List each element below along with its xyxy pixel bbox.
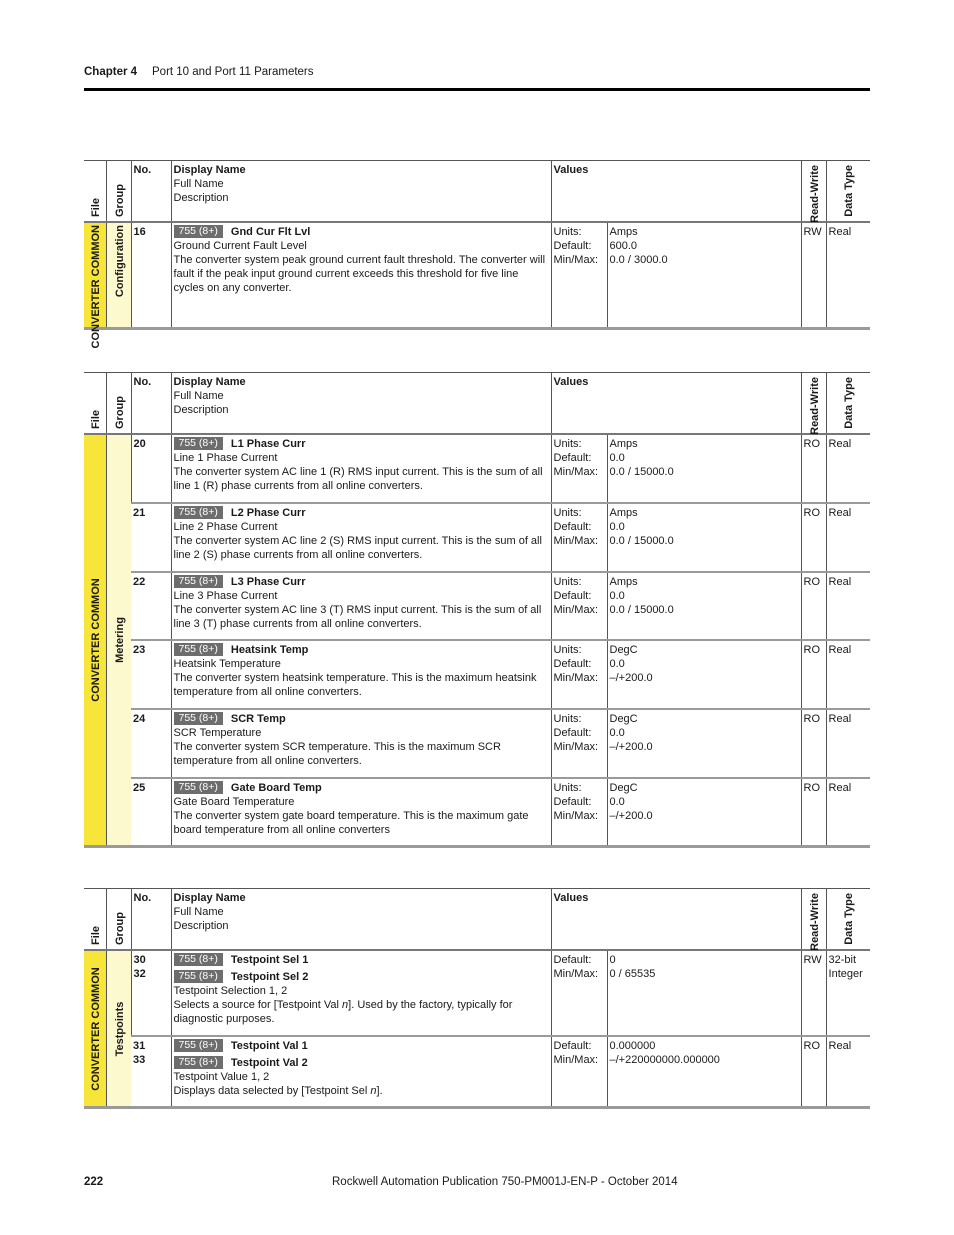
value: 0.0 [609, 795, 625, 808]
value-label: Units: [553, 781, 582, 794]
column-full-name: Full Name [173, 906, 224, 918]
port-badge: 755 (8+) [174, 1056, 223, 1069]
value: 0.0 [609, 520, 625, 533]
description: The converter system heatsink temperature. This is the maximum heatsink temperature from all online converters. [173, 672, 537, 699]
description: Selects a source for [Testpoint Val n]. Used by the factory, typically for diagnostic purposes. [173, 999, 513, 1025]
column-no: No. [133, 164, 152, 176]
value-label: Default: [553, 452, 592, 464]
value: –/+200.0 [609, 672, 653, 685]
data-type-value: Integer [828, 968, 863, 980]
column-group: Group [113, 396, 126, 429]
page-number: 222 [84, 1176, 104, 1188]
param-number: 21 [133, 506, 146, 519]
display-name: L2 Phase Curr [230, 506, 306, 519]
data-type-value: Real [828, 713, 852, 725]
value: 0.0 / 15000.0 [609, 534, 674, 547]
column-read-write: Read-Write [808, 165, 821, 223]
table-row [84, 1036, 870, 1107]
full-name: Testpoint Value 1, 2 [173, 1071, 270, 1084]
description: The converter system peak ground current fault threshold. The converter will fault if the peak input ground current exceeds this threshold for five line cycles on any converter. [173, 254, 546, 294]
table-header-row [84, 889, 870, 951]
value-label: Min/Max: [553, 603, 599, 616]
description: The converter system AC line 1 (R) RMS input current. This is the sum of all line 1 (R) phase currents from all online converters. [173, 466, 543, 492]
data-type-value: Real [828, 438, 852, 450]
column-display-name: Display Name [173, 892, 246, 904]
description: The converter system AC line 3 (T) RMS input current. This is the sum of all line 3 (T) phase currents from all online converters. [173, 603, 542, 630]
data-type-value: Real [828, 781, 852, 794]
column-display-name: Display Name [173, 376, 246, 388]
display-name: Gate Board Temp [230, 781, 322, 794]
column-full-name: Full Name [173, 390, 224, 402]
group-label: Configuration [113, 225, 126, 298]
data-type-value: Real [828, 575, 852, 588]
port-badge: 755 (8+) [174, 953, 223, 966]
port-badge: 755 (8+) [174, 1039, 223, 1052]
value: 0.0 / 3000.0 [609, 254, 668, 266]
column-values: Values [553, 164, 589, 176]
column-read-write: Read-Write [808, 377, 821, 435]
value-label: Default: [553, 240, 592, 252]
param-number: 16 [133, 226, 146, 238]
column-description: Description [173, 920, 229, 932]
file-label: CONVERTER COMMON [89, 578, 102, 702]
port-badge: 755 (8+) [174, 712, 223, 725]
read-write-value: RO [803, 575, 821, 588]
chapter-title: Port 10 and Port 11 Parameters [152, 66, 314, 78]
column-full-name: Full Name [173, 178, 224, 190]
value-label: Units: [553, 438, 582, 450]
value: –/+200.0 [609, 809, 653, 822]
port-badge: 755 (8+) [174, 225, 223, 238]
column-values: Values [553, 376, 589, 388]
value-label: Units: [553, 226, 582, 238]
value: Amps [609, 226, 638, 238]
read-write-value: RO [803, 506, 821, 519]
param-number: 32 [133, 968, 146, 980]
display-name: Testpoint Sel 1 [230, 954, 309, 966]
value-label: Units: [553, 575, 582, 588]
table-row [84, 778, 870, 847]
value: Amps [609, 506, 638, 519]
value: 0.0 / 15000.0 [609, 603, 674, 616]
data-type-value: Real [828, 226, 852, 238]
value-label: Min/Max: [553, 466, 599, 478]
value: 0.0 / 15000.0 [609, 466, 674, 478]
value: 0.0 [609, 727, 625, 739]
param-number: 23 [133, 644, 146, 657]
value: 600.0 [609, 240, 638, 252]
full-name: Ground Current Fault Level [173, 240, 307, 252]
table-row [84, 640, 870, 709]
read-write-value: RW [803, 954, 822, 966]
value-label: Min/Max: [553, 1054, 599, 1067]
value-label: Default: [553, 727, 592, 739]
value-label: Min/Max: [553, 254, 599, 266]
description: The converter system AC line 2 (S) RMS input current. This is the sum of all line 2 (S) phase currents from all online converters. [173, 534, 542, 561]
param-number: 33 [133, 1054, 146, 1067]
value: DegC [609, 781, 638, 794]
column-description: Description [173, 404, 229, 416]
parameter-table-testpoints [84, 888, 870, 1109]
display-name: Gnd Cur Flt Lvl [230, 226, 311, 238]
table-header-row [84, 373, 870, 435]
value: 0.0 [609, 452, 625, 464]
param-number: 25 [133, 781, 146, 794]
description: Displays data selected by [Testpoint Sel n]. [173, 1085, 383, 1098]
table-row [84, 434, 870, 503]
value-label: Min/Max: [553, 809, 599, 822]
full-name: Testpoint Selection 1, 2 [173, 985, 288, 997]
file-label: CONVERTER COMMON [89, 225, 102, 349]
column-display-name: Display Name [173, 164, 246, 176]
full-name: Line 1 Phase Current [173, 452, 278, 464]
port-badge: 755 (8+) [174, 437, 223, 450]
full-name: Gate Board Temperature [173, 795, 295, 808]
column-file: File [89, 198, 102, 217]
column-description: Description [173, 192, 229, 204]
value-label: Default: [553, 589, 592, 602]
read-write-value: RO [803, 438, 821, 450]
data-type-value: 32-bit [828, 954, 857, 966]
value-label: Units: [553, 506, 582, 519]
read-write-value: RO [803, 1040, 821, 1053]
table-row [84, 222, 870, 329]
column-no: No. [133, 892, 152, 904]
description: The converter system gate board temperature. This is the maximum gate board temperature from all online converters [173, 809, 529, 836]
description: The converter system SCR temperature. This is the maximum SCR temperature from all online converters. [173, 741, 501, 767]
display-name: Testpoint Sel 2 [230, 971, 309, 983]
data-type-value: Real [828, 644, 852, 657]
table-row [84, 950, 870, 1036]
read-write-value: RW [803, 226, 822, 238]
value-label: Min/Max: [553, 534, 599, 547]
table-row [84, 503, 870, 572]
value: –/+220000000.000000 [609, 1054, 720, 1067]
value-label: Min/Max: [553, 968, 599, 980]
table-row [84, 709, 870, 778]
read-write-value: RO [803, 644, 821, 657]
read-write-value: RO [803, 713, 821, 725]
parameter-table-configuration [84, 160, 870, 349]
table-header-row [84, 161, 870, 223]
full-name: SCR Temperature [173, 727, 262, 739]
param-number: 20 [133, 438, 146, 450]
chapter-label: Chapter 4 [84, 66, 138, 78]
display-name: Testpoint Val 2 [230, 1057, 308, 1070]
value: –/+200.0 [609, 741, 653, 753]
column-group: Group [113, 184, 126, 217]
display-name: SCR Temp [230, 713, 286, 725]
column-file: File [89, 926, 102, 945]
value-label: Default: [553, 1040, 592, 1053]
value-label: Units: [553, 713, 582, 725]
full-name: Line 2 Phase Current [173, 520, 278, 533]
full-name: Heatsink Temperature [173, 658, 281, 671]
param-number: 31 [133, 1040, 146, 1053]
value-label: Min/Max: [553, 672, 599, 685]
column-data-type: Data Type [843, 165, 856, 217]
value-label: Units: [553, 644, 582, 657]
parameter-table-metering [84, 372, 870, 848]
port-badge: 755 (8+) [174, 781, 223, 794]
value: Amps [609, 438, 638, 450]
file-label: CONVERTER COMMON [89, 966, 102, 1091]
value-label: Default: [553, 795, 592, 808]
table-row [84, 572, 870, 641]
value: 0.0 [609, 658, 625, 671]
port-badge: 755 (8+) [174, 643, 223, 656]
full-name: Line 3 Phase Current [173, 589, 278, 602]
column-data-type: Data Type [843, 377, 856, 429]
column-no: No. [133, 376, 152, 388]
param-number: 24 [133, 713, 146, 725]
value: 0 [609, 954, 616, 966]
header-rule [84, 88, 870, 91]
value-label: Min/Max: [553, 741, 599, 753]
read-write-value: RO [803, 781, 821, 794]
data-type-value: Real [828, 1040, 852, 1053]
param-number: 30 [133, 954, 146, 966]
value: DegC [609, 713, 638, 725]
publication-info: Rockwell Automation Publication 750-PM001J-EN-P - October 2014 [332, 1176, 678, 1188]
column-group: Group [113, 912, 126, 945]
param-number: 22 [133, 575, 146, 588]
value: 0 / 65535 [609, 968, 656, 980]
value: Amps [609, 575, 638, 588]
data-type-value: Real [828, 506, 852, 519]
port-badge: 755 (8+) [174, 506, 223, 519]
display-name: Testpoint Val 1 [230, 1040, 308, 1053]
group-label: Testpoints [113, 1001, 126, 1056]
value: 0.0 [609, 589, 625, 602]
display-name: L3 Phase Curr [230, 575, 306, 588]
port-badge: 755 (8+) [174, 970, 223, 983]
value-label: Default: [553, 658, 592, 671]
value-label: Default: [553, 954, 592, 966]
group-label: Metering [113, 617, 126, 663]
display-name: L1 Phase Curr [230, 438, 306, 450]
value-label: Default: [553, 520, 592, 533]
column-file: File [89, 410, 102, 429]
column-values: Values [553, 892, 589, 904]
display-name: Heatsink Temp [230, 644, 309, 657]
port-badge: 755 (8+) [174, 575, 223, 588]
column-data-type: Data Type [843, 893, 856, 945]
value: DegC [609, 644, 638, 657]
value: 0.000000 [609, 1040, 656, 1053]
column-read-write: Read-Write [808, 893, 821, 951]
